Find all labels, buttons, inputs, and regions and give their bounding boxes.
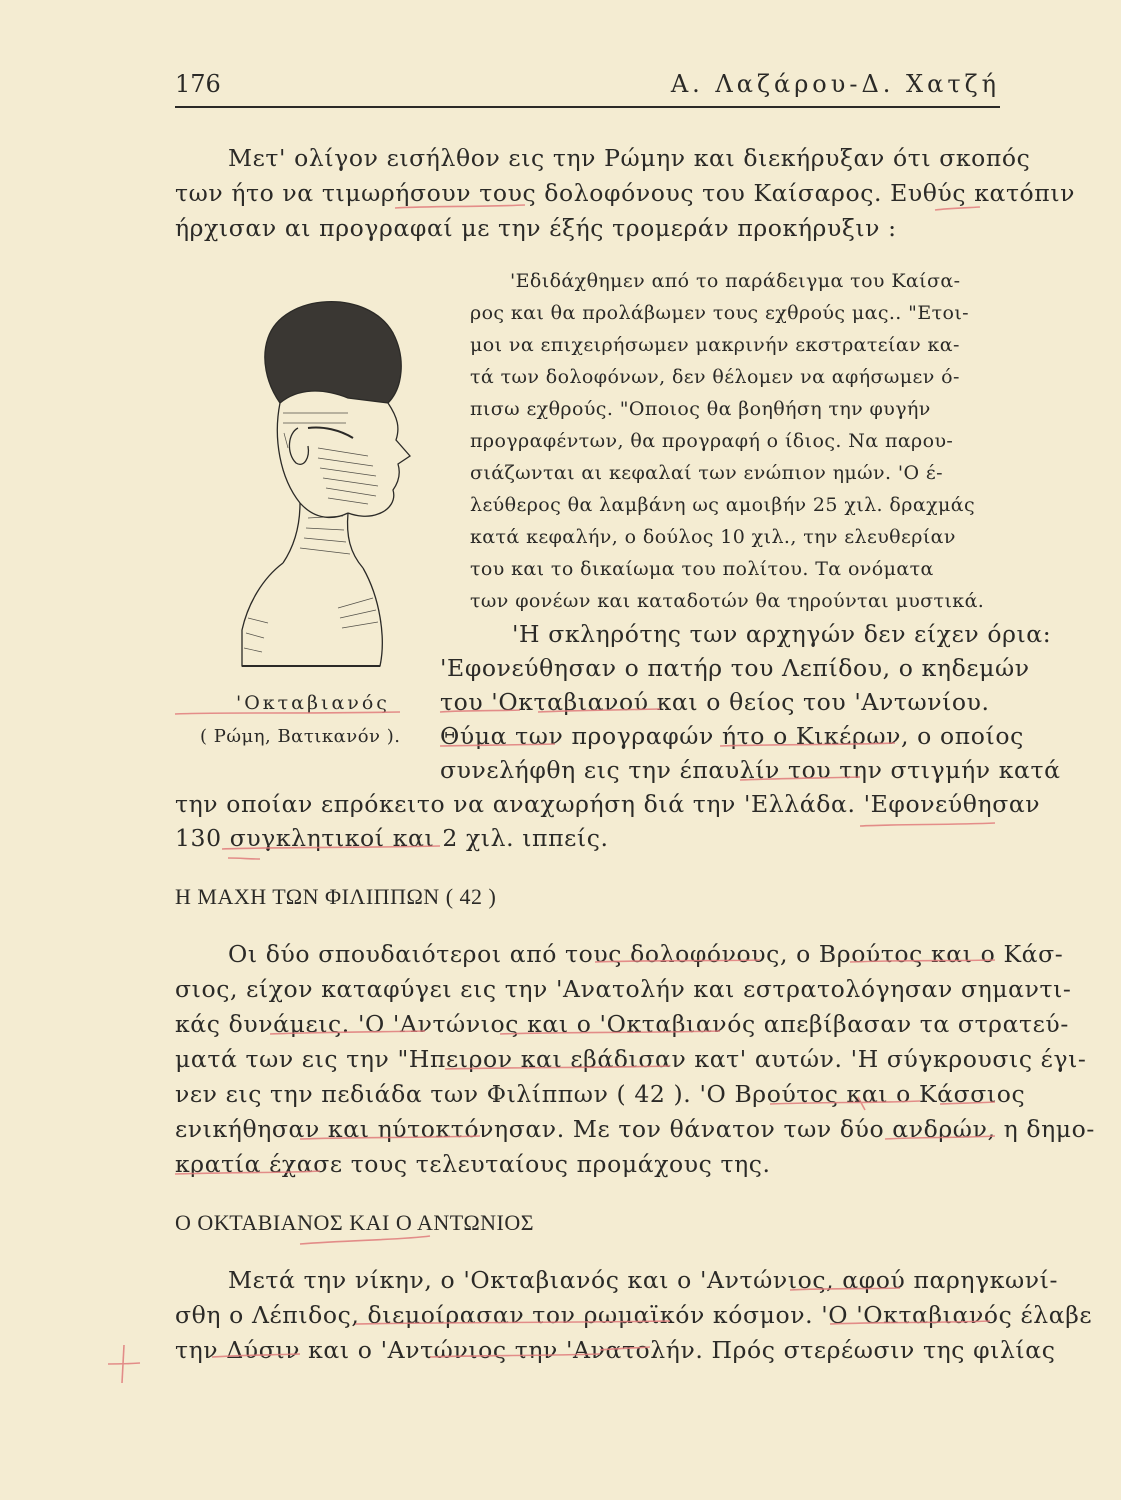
proclamation-line: προγραφέντων, θα προγραφή ο ίδιος. Να παρου- <box>470 430 954 452</box>
harshness-line: συνελήφθη εις την έπαυλίν του την στιγμήν κατά <box>440 756 1061 784</box>
harshness-line: 'Η σκληρότης των αρχηγών δεν είχεν όρια: <box>512 620 1052 648</box>
proclamation-line: του και το δικαίωμα του πολίτου. Τα ονόματα <box>470 558 934 580</box>
section-heading-philippi: Η ΜΑΧΗ ΤΩΝ ΦΙΛΙΠΠΩΝ ( 42 ) <box>175 884 497 909</box>
proclamation-line: σιάζωνται αι κεφαλαί των ενώπιον ημών. 'Ο έ- <box>470 462 943 484</box>
proclamation-line: κατά κεφαλήν, ο δούλος 10 χιλ., την ελευθερίαν <box>470 526 956 548</box>
header-rule <box>175 106 1000 108</box>
harshness-line: Θύμα των προγραφών ήτο ο Κικέρων, ο οποίος <box>440 722 1024 750</box>
proclamation-line: των φονέων και καταδοτών θα τηρούνται μυστικά. <box>470 590 985 612</box>
intro-line: των ήτο να τιμωρήσουν τους δολοφόνους του Καίσαρος. Ευθύς κατόπιν <box>175 179 1076 207</box>
section1-line: Οι δύο σπουδαιότεροι από τους δολοφόνους, ο Βρούτος και ο Κάσ- <box>228 940 1064 968</box>
harshness-line: 130 συγκλητικοί και 2 χιλ. ιππείς. <box>175 824 609 852</box>
section1-line: σιος, είχον καταφύγει εις την 'Ανατολήν και εστρατολόγησαν σημαντι- <box>175 975 1072 1003</box>
section1-line: κάς δυνάμεις. 'Ο 'Αντώνιος και ο 'Οκταβιανός απεβίβασαν τα στρατεύ- <box>175 1010 1069 1038</box>
section1-line: ενικήθησαν και ηύτοκτόνησαν. Με τον θάνατον των δύο ανδρών, η δημο- <box>175 1115 1095 1143</box>
harshness-line: την οποίαν επρόκειτο να αναχωρήση διά την 'Ελλάδα. 'Εφονεύθησαν <box>175 790 1041 818</box>
section-heading-octavian-antony: Ο ΟΚΤΑΒΙΑΝΟΣ ΚΑΙ Ο ΑΝΤΩΝΙΟΣ <box>175 1210 535 1235</box>
proclamation-line: λεύθερος θα λαμβάνη ως αμοιβήν 25 χιλ. δραχμάς <box>470 494 975 516</box>
figure-caption-name: 'Οκταβιανός <box>236 692 390 714</box>
proclamation-line: μοι να επιχειρήσωμεν μακρινήν εκστρατείαν κα- <box>470 334 960 356</box>
intro-line: Μετ' ολίγον εισήλθον εις την Ρώμην και διεκήρυξαν ότι σκοπός <box>228 144 1031 172</box>
harshness-line: 'Εφονεύθησαν ο πατήρ του Λεπίδου, ο κηδεμών <box>440 654 1030 682</box>
proclamation-line: 'Εδιδάχθημεν από το παράδειγμα του Καίσα- <box>510 270 961 292</box>
intro-line: ήρχισαν αι προγραφαί με την έξής τρομεράν προκήρυξιν : <box>175 214 897 242</box>
octavian-bust-illustration <box>228 278 428 678</box>
section1-line: κρατία έχασε τους τελευταίους προμάχους της. <box>175 1150 771 1178</box>
page-header <box>175 70 1000 104</box>
section2-line: την Δύσιν και ο 'Αντώνιος την 'Ανατολήν. Πρός στερέωσιν της φιλίας <box>175 1336 1056 1364</box>
proclamation-line: πισω εχθρούς. "Οποιος θα βοηθήση την φυγήν <box>470 398 931 420</box>
page-number: 176 <box>175 70 221 98</box>
figure-caption-location: ( Ρώμη, Βατικανόν ). <box>200 726 401 747</box>
section2-line: Μετά την νίκην, ο 'Οκταβιανός και ο 'Αντώνιος, αφού παρηγκωνί- <box>228 1266 1059 1294</box>
section2-line: σθη ο Λέπιδος, διεμοίρασαν τον ρωμαϊκόν κόσμον. 'Ο 'Οκταβιανός έλαβε <box>175 1301 1093 1329</box>
section1-line: νεν εις την πεδιάδα των Φιλίππων ( 42 ). 'Ο Βρούτος και ο Κάσσιος <box>175 1080 1026 1108</box>
section1-line: ματά των εις την "Ηπειρον και εβάδισαν κατ' αυτών. 'Η σύγκρουσις έγι- <box>175 1045 1087 1073</box>
proclamation-line: ρος και θα προλάβωμεν τους εχθρούς μας.. "Ετοι- <box>470 302 970 324</box>
harshness-line: του 'Οκταβιανού και ο θείος του 'Αντωνίου. <box>440 688 990 716</box>
proclamation-line: τά των δολοφόνων, δεν θέλομεν να αφήσωμεν ό- <box>470 366 960 388</box>
running-head: Α. Λαζάρου-Δ. Χατζή <box>670 70 1000 98</box>
